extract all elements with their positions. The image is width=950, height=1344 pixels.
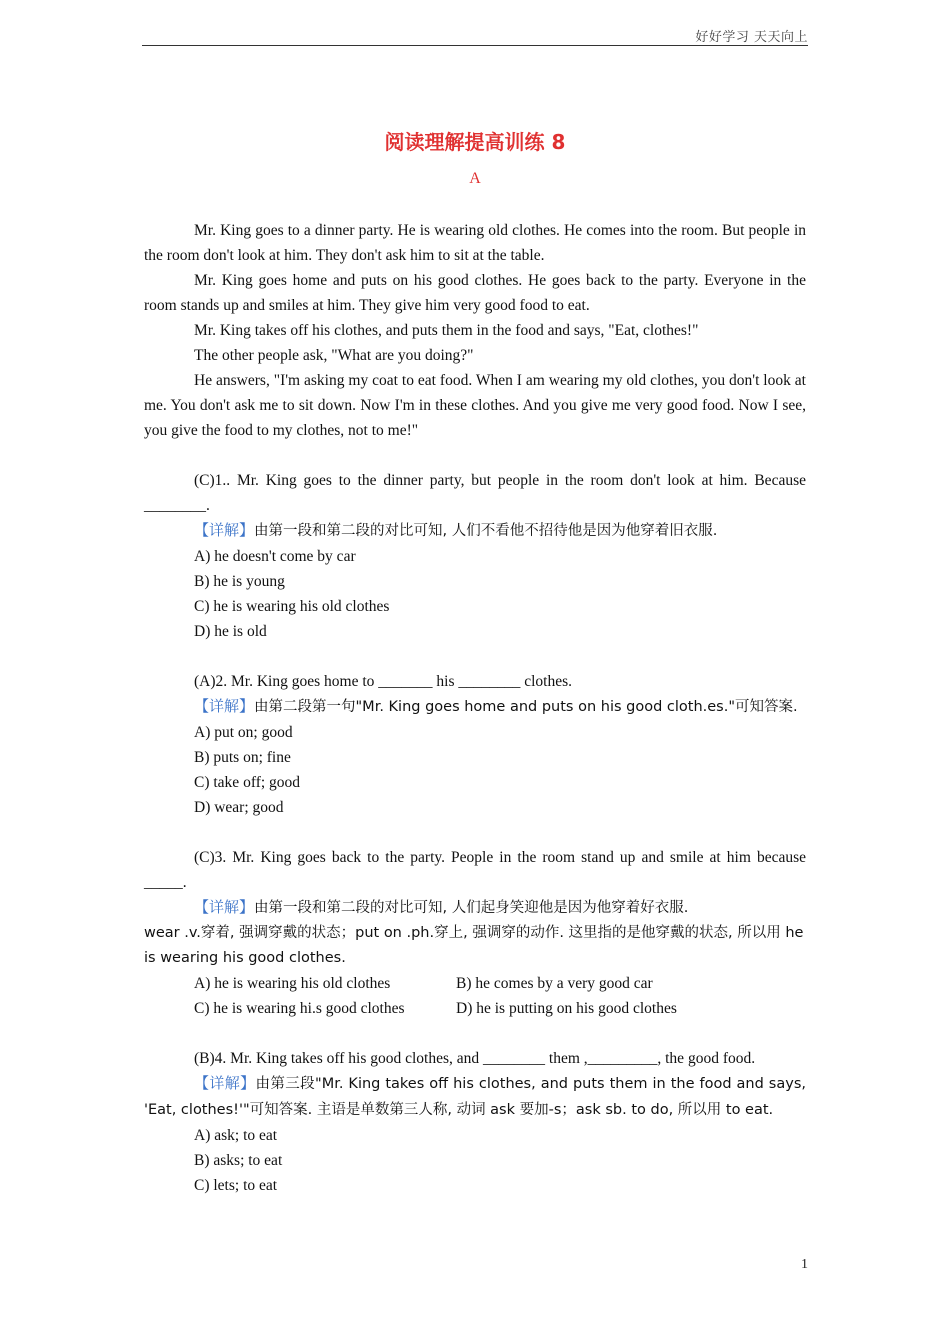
header-divider xyxy=(142,45,808,46)
answer-option: A) he is wearing his old clothes xyxy=(194,975,391,992)
question-stem: (C)1.. Mr. King goes to the dinner party, but people in the room don't look at him. Because ________. xyxy=(144,472,806,514)
question-stem: (C)3. Mr. King goes back to the party. People in the room stand up and smile at him because _____. xyxy=(144,849,806,891)
explanation-text: 由第三段"Mr. King takes off his clothes, and puts them in the food and says, 'Eat, clothes!'"可知答案. 主语是单数第三人称, 动词 ask 要加-s；ask sb. to do, 所以用 to eat. xyxy=(144,1076,806,1118)
passage-paragraph: Mr. King goes home and puts on his good clothes. He goes back to the party. Everyone in the room stands up and smiles at him. They give him very good food to eat. xyxy=(144,272,806,314)
explanation-text: 由第一段和第二段的对比可知, 人们起身笑迎他是因为他穿着好衣服. xyxy=(254,900,689,916)
answer-option: C) lets; to eat xyxy=(194,1177,278,1194)
answer-option: D) he is old xyxy=(194,623,267,640)
question-2 xyxy=(144,669,806,820)
answer-option: C) take off; good xyxy=(194,774,301,791)
answer-option: B) he is young xyxy=(194,573,285,590)
page-number: 1 xyxy=(801,1257,808,1272)
question-1 xyxy=(144,468,806,644)
explanation-extra: wear .v.穿着, 强调穿戴的状态；put on .ph.穿上, 强调穿的动作. 这里指的是他穿戴的状态, 所以用 he is wearing his good clothes. xyxy=(144,925,804,966)
answer-option: A) he doesn't come by car xyxy=(194,548,356,565)
answer-option: D) he is putting on his good clothes xyxy=(456,1000,677,1017)
explanation-tag: 【详解】 xyxy=(194,898,255,916)
explanation-text: 由第二段第一句"Mr. King goes home and puts on his good cloth.es."可知答案. xyxy=(254,699,798,715)
answer-option: A) ask; to eat xyxy=(194,1127,278,1144)
answer-option: D) wear; good xyxy=(194,799,284,816)
answer-option: A) put on; good xyxy=(194,724,293,741)
passage-paragraph: Mr. King takes off his clothes, and puts them in the food and says, "Eat, clothes!" xyxy=(194,322,699,339)
answer-option: C) he is wearing hi.s good clothes xyxy=(194,1000,405,1017)
explanation-tag: 【详解】 xyxy=(194,521,255,539)
question-explanation xyxy=(144,518,806,544)
question-explanation xyxy=(144,1071,806,1123)
document-body xyxy=(144,218,806,1198)
question-explanation xyxy=(144,895,806,921)
passage-paragraph: Mr. King goes to a dinner party. He is wearing old clothes. He comes into the room. But people in the room don't look at him. They don't ask him to sit at the table. xyxy=(144,222,806,264)
passage-paragraph: The other people ask, "What are you doing?" xyxy=(194,347,474,364)
section-label: A xyxy=(469,170,481,187)
header-motto: 好好学习 天天向上 xyxy=(695,30,808,45)
question-3 xyxy=(144,845,806,1021)
question-stem: (A)2. Mr. King goes home to _______ his ________ clothes. xyxy=(194,673,573,690)
explanation-text: 由第一段和第二段的对比可知, 人们不看他不招待他是因为他穿着旧衣服. xyxy=(254,523,718,539)
answer-option: B) puts on; fine xyxy=(194,749,291,766)
explanation-tag: 【详解】 xyxy=(194,697,255,715)
question-4 xyxy=(144,1046,806,1198)
question-explanation xyxy=(144,694,806,720)
option-row xyxy=(144,971,806,996)
explanation-tag: 【详解】 xyxy=(194,1074,256,1092)
answer-option: B) asks; to eat xyxy=(194,1152,283,1169)
option-row xyxy=(144,996,806,1021)
question-stem: (B)4. Mr. King takes off his good clothes, and ________ them ,_________, the good food. xyxy=(194,1050,756,1067)
answer-option: C) he is wearing his old clothes xyxy=(194,598,390,615)
passage-paragraph: He answers, "I'm asking my coat to eat food. When I am wearing my old clothes, you don't look at me. You don't ask me to sit down. Now I'm in these clothes. And you give me very good food. Now I see, you give the food to my clothes, not to me!" xyxy=(144,372,806,439)
answer-option: B) he comes by a very good car xyxy=(456,975,653,992)
page-title: 阅读理解提高训练 8 xyxy=(384,130,566,154)
